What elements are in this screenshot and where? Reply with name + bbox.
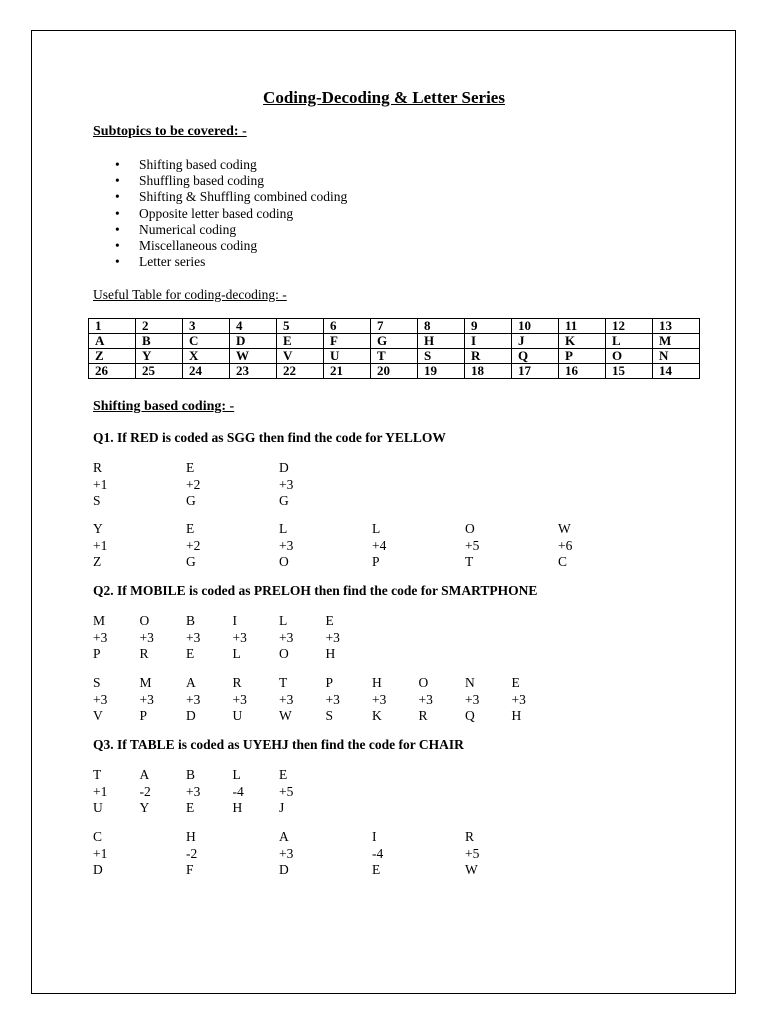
grid-cell: +3 (232, 629, 247, 645)
grid-cell: -4 (372, 845, 384, 861)
grid-cell: L (279, 613, 288, 628)
grid-cell: E (186, 460, 195, 475)
table-row (89, 364, 700, 379)
grid-cell: E (325, 613, 334, 628)
grid-cell: L (372, 521, 381, 536)
table-cell: 8 (418, 319, 465, 334)
grid-cell: +4 (372, 537, 387, 553)
grid-cell: +3 (279, 691, 294, 707)
table-cell: J (512, 334, 559, 349)
table-cell: E (277, 334, 324, 349)
grid-cell: +1 (93, 476, 108, 492)
grid-cell: +1 (93, 845, 108, 861)
table-row (89, 319, 700, 334)
grid-cell: C (93, 829, 103, 844)
grid-cell: -2 (186, 845, 198, 861)
grid-cell: +3 (279, 537, 294, 553)
grid-cell: G (279, 493, 289, 508)
table-cell: 26 (89, 364, 136, 379)
table-cell: 20 (371, 364, 418, 379)
grid-cell: +3 (279, 845, 294, 861)
grid-cell: W (558, 521, 571, 536)
table-cell: Z (89, 349, 136, 364)
grid-cell: R (418, 708, 428, 723)
table-cell: P (559, 349, 606, 364)
grid-cell: -4 (232, 783, 244, 799)
grid-cell: P (139, 708, 148, 723)
table-cell: B (136, 334, 183, 349)
table-cell: 12 (606, 319, 653, 334)
grid-cell: Q (465, 708, 475, 723)
grid-cell: T (279, 675, 288, 690)
table-cell: K (559, 334, 606, 349)
list-item: • Miscellaneous coding (93, 238, 347, 254)
grid-cell: R (139, 646, 149, 661)
grid-cell: R (232, 675, 242, 690)
question-3: Q3. If TABLE is coded as UYEHJ then find the code for CHAIR (93, 737, 464, 752)
page-title: Coding-Decoding & Letter Series (263, 88, 505, 107)
grid-cell: +3 (325, 691, 340, 707)
table-cell: N (653, 349, 700, 364)
grid-cell: +3 (418, 691, 433, 707)
grid-cell: +2 (186, 476, 201, 492)
table-cell: T (371, 349, 418, 364)
grid-cell: M (139, 675, 152, 690)
grid-cell: -2 (139, 783, 151, 799)
list-item: • Shifting based coding (93, 157, 347, 173)
table-cell: 23 (230, 364, 277, 379)
grid-cell: D (279, 460, 289, 475)
grid-cell: +3 (511, 691, 526, 707)
grid-cell: A (279, 829, 289, 844)
grid-cell: B (186, 767, 196, 782)
grid-cell: U (93, 800, 103, 815)
table-cell: 18 (465, 364, 512, 379)
grid-cell: P (372, 554, 380, 569)
table-cell: 4 (230, 319, 277, 334)
grid-cell: Y (93, 521, 103, 536)
table-cell: Y (136, 349, 183, 364)
grid-cell: P (93, 646, 101, 661)
table-cell: 3 (183, 319, 230, 334)
table-cell: L (606, 334, 653, 349)
grid-cell: O (139, 613, 150, 628)
grid-cell: A (139, 767, 150, 782)
grid-cell: W (279, 708, 292, 723)
grid-cell: S (93, 493, 101, 508)
grid-cell: H (325, 646, 336, 661)
subtopics-list (93, 157, 347, 270)
grid-cell: R (465, 829, 475, 844)
grid-cell: E (511, 675, 520, 690)
table-cell: I (465, 334, 512, 349)
grid-cell: R (93, 460, 103, 475)
table-cell: 9 (465, 319, 512, 334)
grid-cell: +3 (186, 691, 201, 707)
grid-cell: D (279, 862, 289, 877)
grid-cell: H (372, 675, 382, 690)
grid-cell: O (465, 521, 475, 536)
table-cell: M (653, 334, 700, 349)
grid-cell: C (558, 554, 568, 569)
table-cell: 10 (512, 319, 559, 334)
grid-cell: +3 (279, 629, 294, 645)
grid-cell: +3 (465, 691, 480, 707)
grid-cell: Z (93, 554, 102, 569)
grid-cell: L (279, 521, 288, 536)
grid-cell: J (279, 800, 285, 815)
table-cell: S (418, 349, 465, 364)
grid-cell: +5 (279, 783, 294, 799)
grid-cell: H (511, 708, 522, 723)
question-1: Q1. If RED is coded as SGG then find the code for YELLOW (93, 430, 446, 445)
table-cell: 22 (277, 364, 324, 379)
grid-cell: G (186, 554, 196, 569)
grid-cell: D (186, 708, 196, 723)
table-row (89, 334, 700, 349)
grid-cell: W (465, 862, 478, 877)
table-cell: 2 (136, 319, 183, 334)
table-row (89, 349, 700, 364)
list-item: • Shuffling based coding (93, 173, 347, 189)
grid-cell: D (93, 862, 103, 877)
grid-cell: K (372, 708, 382, 723)
list-item: • Numerical coding (93, 222, 347, 238)
grid-cell: +2 (186, 537, 201, 553)
table-cell: V (277, 349, 324, 364)
table-cell: 25 (136, 364, 183, 379)
table-cell: 16 (559, 364, 606, 379)
grid-cell: +3 (186, 629, 201, 645)
grid-cell: +1 (93, 783, 108, 799)
question-2: Q2. If MOBILE is coded as PRELOH then find the code for SMARTPHONE (93, 583, 538, 598)
table-cell: F (324, 334, 371, 349)
grid-cell: +3 (93, 691, 108, 707)
grid-cell: +3 (93, 629, 108, 645)
grid-cell: +3 (372, 691, 387, 707)
grid-cell: T (465, 554, 474, 569)
grid-cell: U (232, 708, 243, 723)
grid-cell: N (465, 675, 475, 690)
table-cell: 14 (653, 364, 700, 379)
grid-cell: S (325, 708, 334, 723)
table-cell: 5 (277, 319, 324, 334)
grid-cell: O (279, 554, 289, 569)
table-cell: 19 (418, 364, 465, 379)
table-cell: 21 (324, 364, 371, 379)
grid-cell: H (232, 800, 243, 815)
grid-cell: +5 (465, 537, 480, 553)
grid-cell: Y (139, 800, 150, 815)
grid-cell: V (93, 708, 103, 723)
grid-cell: S (93, 675, 101, 690)
table-cell: O (606, 349, 653, 364)
grid-cell: O (418, 675, 429, 690)
grid-cell: A (186, 675, 196, 690)
table-cell: 6 (324, 319, 371, 334)
table-cell: U (324, 349, 371, 364)
table-cell: 1 (89, 319, 136, 334)
grid-cell: E (186, 646, 195, 661)
grid-cell: I (232, 613, 237, 628)
table-cell: C (183, 334, 230, 349)
table-cell: 15 (606, 364, 653, 379)
grid-cell: L (232, 646, 241, 661)
grid-cell: +1 (93, 537, 108, 553)
grid-cell: I (372, 829, 377, 844)
table-cell: D (230, 334, 277, 349)
list-item: • Shifting & Shuffling combined coding (93, 189, 347, 205)
table-cell: X (183, 349, 230, 364)
grid-cell: O (279, 646, 289, 661)
grid-cell: +3 (325, 629, 340, 645)
grid-cell: G (186, 493, 196, 508)
useful-table-label: Useful Table for coding-decoding: - (93, 287, 287, 302)
table-cell: W (230, 349, 277, 364)
grid-cell: E (372, 862, 381, 877)
grid-cell: B (186, 613, 196, 628)
grid-cell: +3 (139, 629, 154, 645)
table-cell: 11 (559, 319, 606, 334)
grid-cell: +3 (279, 476, 294, 492)
grid-cell: F (186, 862, 194, 877)
grid-cell: T (93, 767, 102, 782)
table-cell: 17 (512, 364, 559, 379)
table-cell: G (371, 334, 418, 349)
grid-cell: E (279, 767, 288, 782)
table-cell: 24 (183, 364, 230, 379)
grid-cell: +3 (232, 691, 247, 707)
grid-cell: P (325, 675, 334, 690)
grid-cell: +3 (139, 691, 154, 707)
list-item: • Opposite letter based coding (93, 206, 347, 222)
table-cell: R (465, 349, 512, 364)
grid-cell: +5 (465, 845, 480, 861)
grid-cell: +3 (186, 783, 201, 799)
table-cell: H (418, 334, 465, 349)
table-cell: 13 (653, 319, 700, 334)
grid-cell: L (232, 767, 241, 782)
grid-cell: M (93, 613, 106, 628)
grid-cell: E (186, 521, 195, 536)
shifting-heading: Shifting based coding: - (93, 399, 235, 414)
table-cell: 7 (371, 319, 418, 334)
list-item: • Letter series (93, 254, 347, 270)
table-cell: Q (512, 349, 559, 364)
subtopics-heading: Subtopics to be covered: - (93, 124, 247, 139)
table-cell: A (89, 334, 136, 349)
grid-cell: +6 (558, 537, 573, 553)
grid-cell: H (186, 829, 196, 844)
coding-table (88, 318, 700, 379)
grid-cell: E (186, 800, 195, 815)
